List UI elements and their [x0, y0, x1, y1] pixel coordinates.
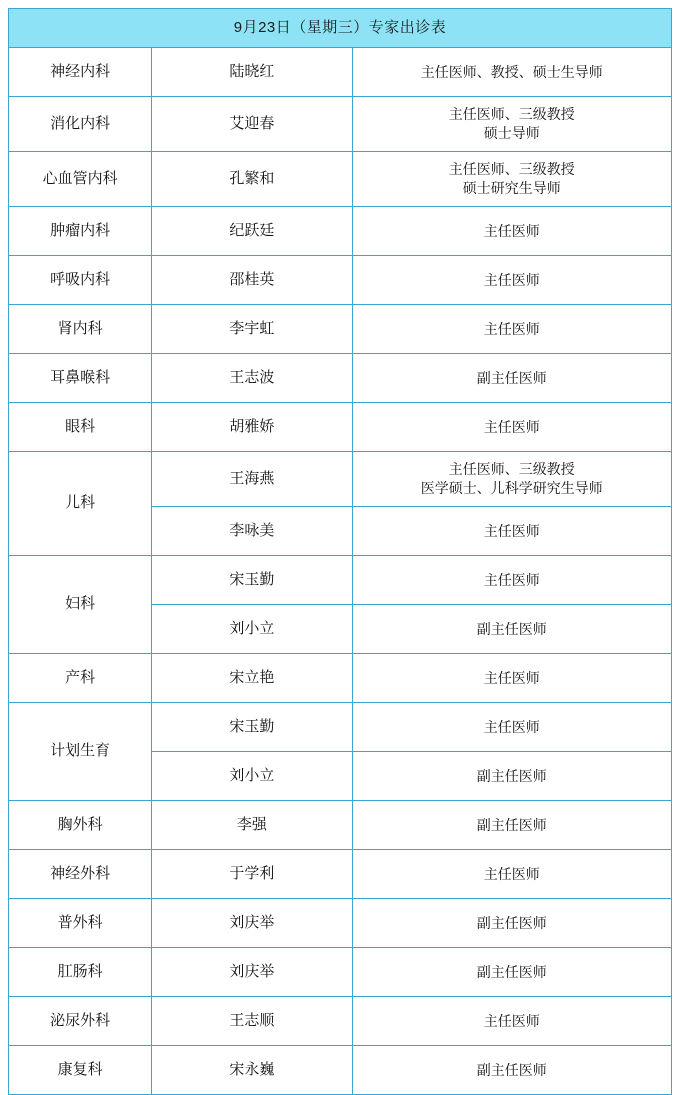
doctor-title-cell [352, 207, 672, 256]
department-cell: 儿科 [9, 452, 152, 556]
doctor-title-cell [352, 152, 672, 207]
doctor-title-line: 主任医师 [483, 418, 540, 435]
department-cell: 泌尿外科 [9, 997, 152, 1046]
doctor-name-cell: 宋玉勤 [152, 703, 352, 752]
doctor-title-line: 副主任医师 [476, 914, 547, 931]
table-row [9, 654, 672, 703]
doctor-title-cell [352, 997, 672, 1046]
doctor-name-cell: 李宇虹 [152, 305, 352, 354]
doctor-name-cell: 孔繁和 [152, 152, 352, 207]
doctor-title-cell [352, 305, 672, 354]
doctor-title-cell [352, 801, 672, 850]
page-title: 9月23日（星期三）专家出诊表 [9, 9, 672, 48]
doctor-name-cell: 王海燕 [152, 452, 352, 507]
table-body [9, 9, 672, 48]
department-cell: 耳鼻喉科 [9, 354, 152, 403]
doctor-title-line: 主任医师 [483, 522, 540, 539]
department-cell: 康复科 [9, 1046, 152, 1095]
doctor-title-cell [352, 850, 672, 899]
doctor-title-line: 主任医师、教授、硕士生导师 [420, 63, 603, 80]
table-row [9, 48, 672, 97]
doctor-name-cell: 纪跃廷 [152, 207, 352, 256]
doctor-title-line: 主任医师 [483, 718, 540, 735]
table-row [9, 97, 672, 152]
doctor-name-cell: 陆晓红 [152, 48, 352, 97]
doctor-title-line: 副主任医师 [476, 963, 547, 980]
doctor-title-line: 主任医师 [483, 320, 540, 337]
table-row [9, 403, 672, 452]
doctor-title-cell [352, 605, 672, 654]
table-row [9, 152, 672, 207]
expert-schedule-table [8, 8, 672, 1095]
department-cell: 呼吸内科 [9, 256, 152, 305]
doctor-name-cell: 邵桂英 [152, 256, 352, 305]
doctor-title-cell [352, 654, 672, 703]
department-cell: 神经外科 [9, 850, 152, 899]
schedule-rows [9, 48, 672, 1095]
doctor-title-line: 副主任医师 [476, 767, 547, 784]
department-cell: 肛肠科 [9, 948, 152, 997]
department-cell: 产科 [9, 654, 152, 703]
doctor-name-cell: 艾迎春 [152, 97, 352, 152]
doctor-title-line: 主任医师 [483, 669, 540, 686]
doctor-name-cell: 王志顺 [152, 997, 352, 1046]
table-row [9, 703, 672, 752]
table-row [9, 305, 672, 354]
table-row [9, 256, 672, 305]
doctor-title-line: 主任医师 [483, 271, 540, 288]
department-cell: 眼科 [9, 403, 152, 452]
doctor-title-cell [352, 48, 672, 97]
doctor-title-line: 主任医师 [483, 1012, 540, 1029]
doctor-name-cell: 宋立艳 [152, 654, 352, 703]
table-row [9, 452, 672, 507]
doctor-title-line: 主任医师 [483, 571, 540, 588]
doctor-title-line: 副主任医师 [476, 816, 547, 833]
doctor-title-cell [352, 354, 672, 403]
doctor-title-cell [352, 703, 672, 752]
doctor-title-cell [352, 97, 672, 152]
doctor-name-cell: 刘庆举 [152, 899, 352, 948]
doctor-title-cell [352, 752, 672, 801]
department-cell: 普外科 [9, 899, 152, 948]
department-cell: 胸外科 [9, 801, 152, 850]
doctor-name-cell: 宋玉勤 [152, 556, 352, 605]
table-title-row [9, 9, 672, 48]
doctor-title-line: 主任医师 [483, 865, 540, 882]
table-row [9, 997, 672, 1046]
doctor-name-cell: 李强 [152, 801, 352, 850]
doctor-name-cell: 胡雅娇 [152, 403, 352, 452]
doctor-title-cell [352, 507, 672, 556]
doctor-title-cell [352, 403, 672, 452]
doctor-title-line: 主任医师、三级教授 [448, 161, 575, 178]
doctor-title-line: 主任医师、三级教授 [448, 461, 575, 478]
department-cell: 心血管内科 [9, 152, 152, 207]
department-cell: 妇科 [9, 556, 152, 654]
doctor-title-cell [352, 556, 672, 605]
table-row [9, 801, 672, 850]
doctor-title-line: 副主任医师 [476, 369, 547, 386]
doctor-name-cell: 李咏美 [152, 507, 352, 556]
doctor-title-cell [352, 1046, 672, 1095]
doctor-title-cell [352, 256, 672, 305]
doctor-title-line: 硕士研究生导师 [462, 180, 561, 196]
doctor-title-line: 主任医师 [483, 222, 540, 239]
doctor-title-line: 硕士导师 [483, 125, 540, 141]
table-row [9, 207, 672, 256]
table-row [9, 948, 672, 997]
table-row [9, 899, 672, 948]
doctor-name-cell: 刘庆举 [152, 948, 352, 997]
doctor-title-cell [352, 899, 672, 948]
table-row [9, 556, 672, 605]
table-row [9, 850, 672, 899]
doctor-title-cell [352, 948, 672, 997]
department-cell: 消化内科 [9, 97, 152, 152]
department-cell: 肾内科 [9, 305, 152, 354]
table-row [9, 1046, 672, 1095]
doctor-name-cell: 宋永巍 [152, 1046, 352, 1095]
department-cell: 计划生育 [9, 703, 152, 801]
doctor-name-cell: 刘小立 [152, 752, 352, 801]
doctor-title-cell [352, 452, 672, 507]
doctor-title-line: 主任医师、三级教授 [448, 106, 575, 123]
doctor-title-line: 副主任医师 [476, 1061, 547, 1078]
doctor-title-line: 副主任医师 [476, 620, 547, 637]
doctor-name-cell: 刘小立 [152, 605, 352, 654]
doctor-name-cell: 于学利 [152, 850, 352, 899]
doctor-name-cell: 王志波 [152, 354, 352, 403]
department-cell: 神经内科 [9, 48, 152, 97]
doctor-title-line: 医学硕士、儿科学研究生导师 [420, 480, 603, 496]
table-row [9, 354, 672, 403]
department-cell: 肿瘤内科 [9, 207, 152, 256]
